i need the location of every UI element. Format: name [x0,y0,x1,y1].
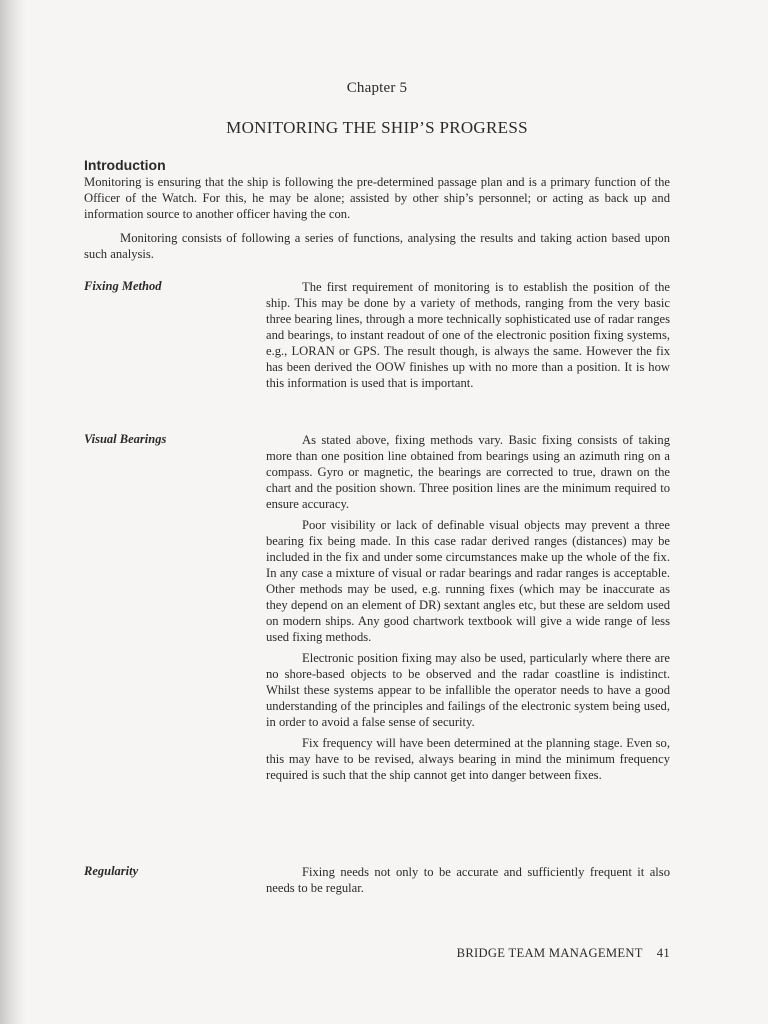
running-title: BRIDGE TEAM MANAGEMENT [456,946,643,960]
side-heading-fixing-method: Fixing Method [84,279,162,293]
side-heading-regularity: Regularity [84,864,139,878]
introduction-paragraph-1: Monitoring is ensuring that the ship is following the pre-determined passage plan and is a primary function of the Officer of the Watch. For this, he may be alone; assisted by other ship’s personnel; or acting as back up and information source to another officer having the con. [84,175,670,221]
section-body-visual-bearings [266,432,670,783]
introduction-paragraph-2: Monitoring consists of following a series of functions, analysing the results and taking action based upon such analysis. [84,231,670,261]
fixing-method-paragraph-1: The first requirement of monitoring is to establish the position of the ship. This may be done by a variety of methods, ranging from the very basic three bearing lines, through a more technically sophisticated use of radar ranges and bearings, to instant readout of one of the electronic position fixing systems, e.g., LORAN or GPS. The result though, is always the same. However the fix has been derived the OOW finishes up with no more than a position. It is how this information is used that is important. [266,280,670,390]
side-heading-visual-bearings: Visual Bearings [84,432,167,446]
visual-bearings-paragraph-2: Poor visibility or lack of definable visual objects may prevent a three bearing fix being made. In this case radar derived ranges (distances) may be included in the fix and under some circumstances make up the whole of the fix. In any case a mixture of visual or radar bearings and radar ranges is acceptable. Other methods may be used, e.g. running fixes (which may be inaccurate as they depend on an element of DR) sextant angles etc, but these are seldom used on modern ships. Any good chartwork textbook will give a wide range of less used fixing methods. [266,518,670,644]
visual-bearings-paragraph-3: Electronic position fixing may also be used, particularly where there are no shore-based objects to be observed and the radar coastline is indistinct. Whilst these systems appear to be infallible the operator needs to have a good understanding of the principles and failings of the electronic system being used, in order to avoid a false sense of security. [266,651,670,729]
document-page [84,0,670,1024]
chapter-title: MONITORING THE SHIP’S PROGRESS [226,118,528,137]
section-body-fixing-method [266,279,670,391]
visual-bearings-paragraph-4: Fix frequency will have been determined at the planning stage. Even so, this may have to be revised, always bearing in mind the minimum frequency required is such that the ship cannot get into danger between fixes. [266,736,670,782]
page-number: 41 [656,946,670,960]
section-body-regularity [266,864,670,896]
visual-bearings-paragraph-1: As stated above, fixing methods vary. Basic fixing consists of taking more than one position line obtained from bearings using an azimuth ring on a compass. Gyro or magnetic, the bearings are corrected to true, drawn on the chart and the position shown. Three position lines are the minimum required to ensure accuracy. [266,433,670,511]
binding-shadow [0,0,26,1024]
page-footer [457,946,670,961]
regularity-paragraph-1: Fixing needs not only to be accurate and sufficiently frequent it also needs to be regular. [266,865,670,895]
introduction-heading: Introduction [84,157,166,173]
introduction-section [84,157,670,262]
chapter-label: Chapter 5 [346,80,408,96]
